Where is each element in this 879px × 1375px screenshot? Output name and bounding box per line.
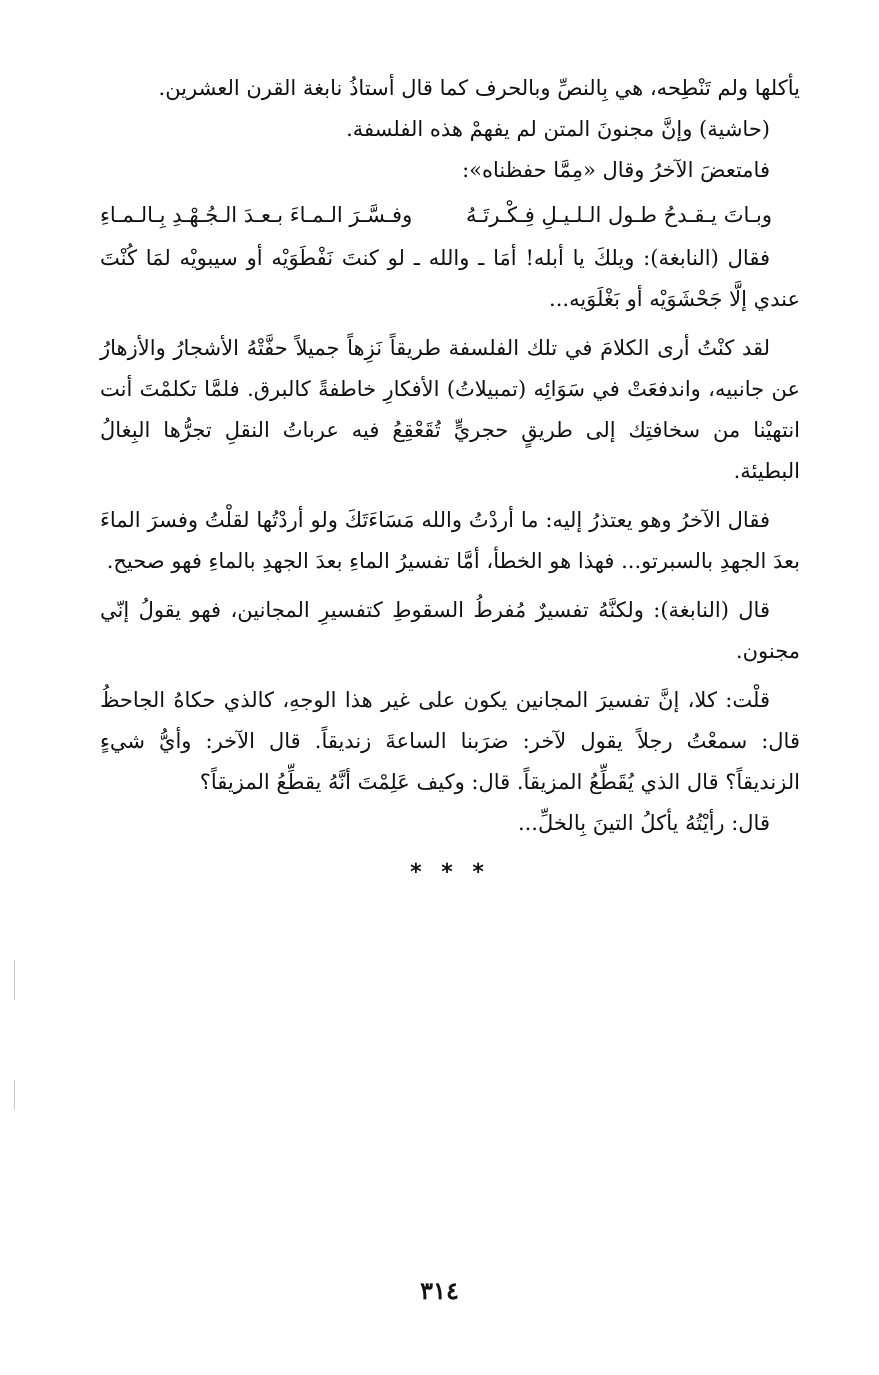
section-separator: * * * [410, 860, 490, 885]
page-body [100, 68, 800, 893]
paragraph: فقال (النابغة): ويلكَ يا أبله! أمَا ـ والله ـ لو كنتَ نَفْطَوَيْه أو سيبويْه لمَا كُنْتَ عندي إلَّا جَحْشَوَيْه أو بَغْلَوَيه... [100, 246, 800, 311]
page-number: ٣١٤ [420, 1276, 459, 1305]
paragraph: قال (النابغة): ولكنَّهُ تفسيرٌ مُفرطُ السقوطِ كتفسيرِ المجانين، فهو يقولُ إنّي مجنون. [100, 598, 800, 663]
paragraph: يأكلها ولم تَنْطِحه، هي بِالنصِّ وبالحرف كما قال أستاذُ نابغة القرن العشرين. [158, 76, 800, 100]
paragraph: قلْت: كلا، إنَّ تفسيرَ المجانين يكون على غير هذا الوجهِ، كالذي حكاهُ الجاحظُ قال: سمعْتُ رجلاً يقول لآخر: ضرَبنا الساعةَ زنديقاً. قال الآخر: وأيُّ شيءٍ الزنديقاً؟ قال الذي يُقَطِّعُ المزيقاً. قال: وكيف عَلِمْتَ أنَّهُ يقطِّعُ المزيقاً؟ [100, 688, 800, 794]
verse-first-hemistich: وبـاتَ يـقـدحُ طـول الـلـيـلِ فِـكْـرتَـهُ [466, 203, 772, 227]
paragraph: قال: رأيْتُهُ يأكلُ التينَ بِالخلِّ... [517, 811, 770, 835]
paragraph: فقال الآخرُ وهو يعتذرُ إليه: ما أردْتُ والله مَسَاءَتَكَ ولو أردْتُها لقلْتُ وفسرَ الماءَ بعدَ الجهدِ بالسبرتو... فهذا هو الخطأ، أمَّا تفسيرُ الماءِ بعدَ الجهدِ بالماءِ فهو صحيح. [100, 508, 800, 573]
paragraph: فامتعضَ الآخرُ وقال «مِمَّا حفظناه»: [462, 158, 770, 182]
paragraph: لقد كنْتُ أرى الكلامَ في تلك الفلسفة طريقاً نَزِهاً جميلاً حفَّتْهُ الأشجارُ والأزهارُ عن جانبيه، واندفعَتْ في سَوَائِه (تمبيلاتُ) الأفكارِ خاطفةً كالبرق. فلمَّا تكلمْتَ أنت انتهيْنا من سخافتِك إلى طريقٍ حجريٍّ تُقَعْقِعُ فيه عرباتُ النقلِ تجرُّها البِغالُ البطيئة. [100, 336, 800, 483]
verse-second-hemistich: وفـسَّـرَ الـمـاءَ بـعـدَ الـجُـهْـدِ بِـالـمـاءِ [100, 203, 413, 227]
paragraph-note: (حاشية) وإنَّ مجنونَ المتن لم يفهمْ هذه الفلسفة. [346, 117, 770, 141]
scan-edge-mark [14, 960, 15, 1000]
poetry-verse [100, 195, 800, 236]
scan-edge-mark [14, 1080, 15, 1110]
